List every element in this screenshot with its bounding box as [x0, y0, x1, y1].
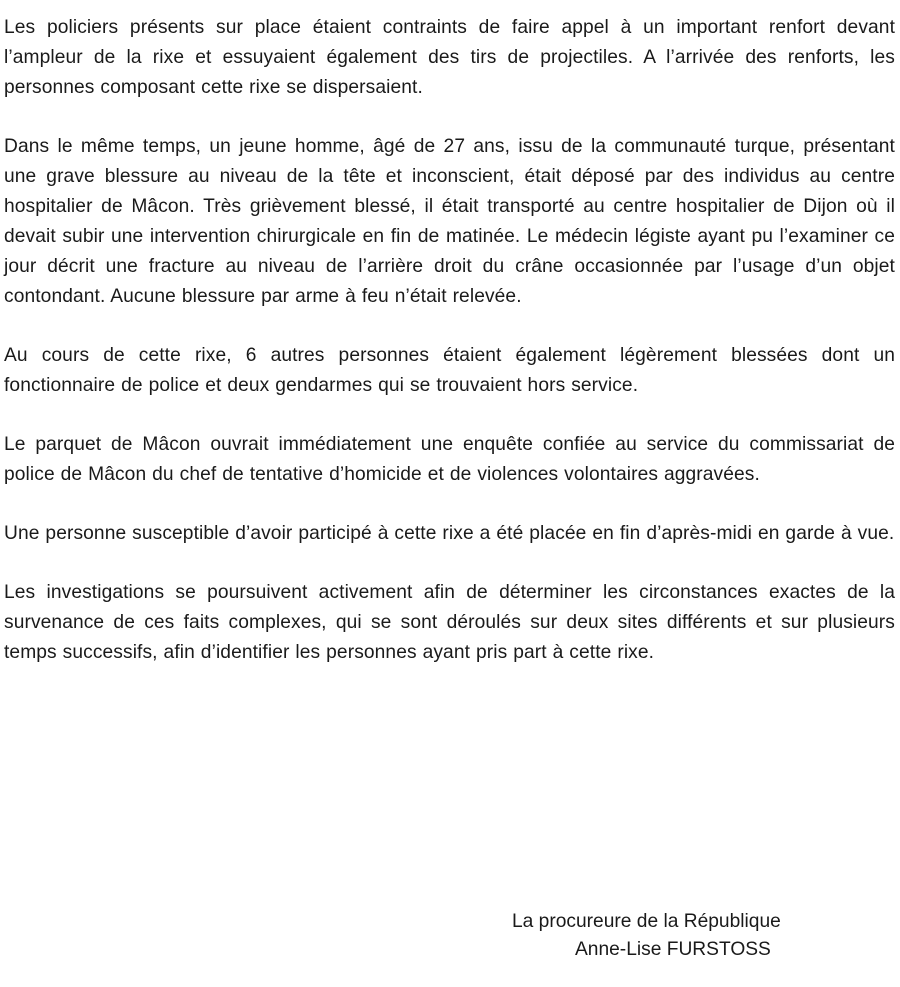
- signature-role: La procureure de la République: [512, 911, 781, 932]
- paragraph-investigation-opened: Le parquet de Mâcon ouvrait immédiatement une enquête confiée au service du commissariat de police de Mâcon du chef de tentative d’homicide et de violences volontaires aggravées.: [4, 434, 895, 485]
- paragraph-ongoing-investigations: Les investigations se poursuivent activement afin de déterminer les circonstances exactes de la survenance de ces faits complexes, qui se sont déroulés sur deux sites différents et sur plusieurs temps successifs, afin d’identifier les personnes ayant pris part à cette rixe.: [4, 582, 895, 663]
- paragraph-custody: Une personne susceptible d’avoir participé à cette rixe a été placée en fin d’après-midi en garde à vue.: [4, 523, 895, 544]
- paragraph-other-injured: Au cours de cette rixe, 6 autres personnes étaient également légèrement blessées dont un fonctionnaire de police et deux gendarmes qui se trouvaient hors service.: [4, 345, 895, 396]
- signature-block: [508, 908, 828, 964]
- paragraph-injured-man: Dans le même temps, un jeune homme, âgé de 27 ans, issu de la communauté turque, présentant une grave blessure au niveau de la tête et inconscient, était déposé par des individus au centre hospitalier de Mâcon. Très grièvement blessé, il était transporté au centre hospitalier de Dijon où il devait subir une intervention chirurgicale en fin de matinée. Le médecin légiste ayant pu l’examiner ce jour décrit une fracture au niveau de l’arrière droit du crâne occasionnée par l’usage d’un objet contondant. Aucune blessure par arme à feu n’était relevée.: [4, 136, 895, 307]
- paragraph-reinforcements: Les policiers présents sur place étaient contraints de faire appel à un important renfort devant l’ampleur de la rixe et essuyaient également des tirs de projectiles. A l’arrivée des renforts, les personnes composant cette rixe se dispersaient.: [4, 17, 895, 98]
- signature-name: Anne-Lise FURSTOSS: [575, 939, 771, 960]
